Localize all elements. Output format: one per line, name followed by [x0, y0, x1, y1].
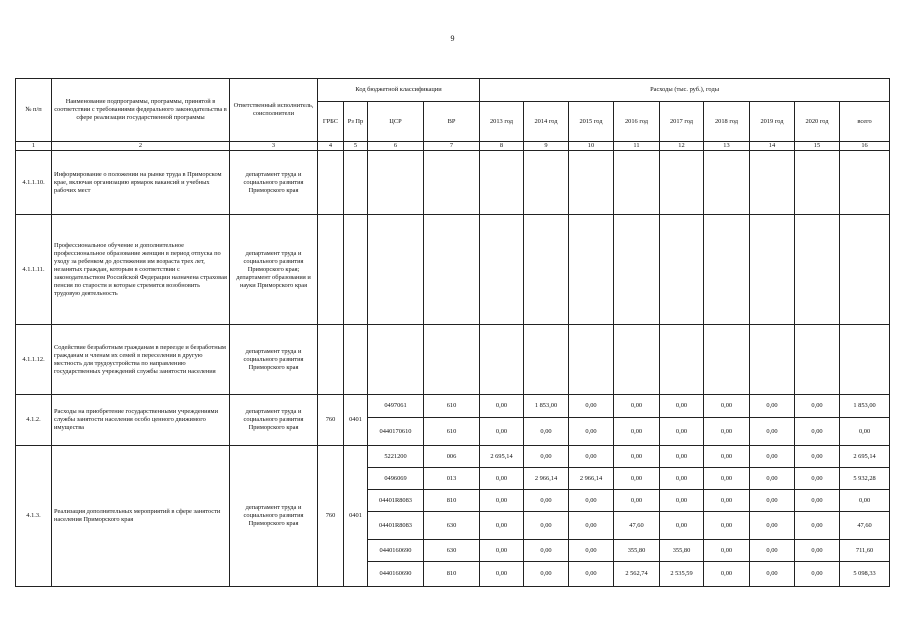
value-cell: 0,00	[795, 562, 840, 587]
row-name: Содействие безработным гражданам в переезде и безработным гражданам и членам их семей в переселении в другую местность для трудоустройства по направлению государственных учреждений службы занятости населения	[52, 325, 230, 395]
value-cell: 0,00	[569, 446, 614, 468]
value-cell: 0,00	[480, 512, 524, 540]
value-cell: 0,00	[569, 562, 614, 587]
value-cell: 0,00	[750, 468, 795, 490]
row-vr: 630	[424, 540, 480, 562]
value-cell: 0,00	[614, 446, 660, 468]
value-cell: 0,00	[795, 446, 840, 468]
row-vr: 610	[424, 418, 480, 446]
value-cell: 0,00	[524, 446, 569, 468]
value-cell: 0,00	[750, 446, 795, 468]
header-year: 2020 год	[795, 102, 840, 142]
header-csr: ЦСР	[368, 102, 424, 142]
value-cell: 0,00	[660, 418, 704, 446]
value-cell: 0,00	[660, 512, 704, 540]
table-row	[16, 325, 890, 395]
column-number: 14	[750, 142, 795, 151]
value-cell: 0,00	[795, 490, 840, 512]
row-csr: 0497061	[368, 395, 424, 418]
value-cell: 0,00	[569, 540, 614, 562]
row-csr: 0496069	[368, 468, 424, 490]
value-cell: 0,00	[795, 395, 840, 418]
row-name: Профессиональное обучение и дополнительное профессиональное образование женщин в период отпуска по уходу за ребенком до достижения им возраста трех лет, незанятых граждан, которым в соответствии с законодательством Российской Федерации назначена страховая пенсия по старости и которые стремятся возобновить трудовую деятельность	[52, 215, 230, 325]
value-cell: 0,00	[480, 562, 524, 587]
row-name: Реализация дополнительных мероприятий в сфере занятости населения Приморского края	[52, 446, 230, 587]
header-budget-code: Код бюджетной классификации	[318, 79, 480, 102]
value-cell: 2 535,59	[660, 562, 704, 587]
column-number: 12	[660, 142, 704, 151]
table-row	[16, 446, 890, 468]
table-row	[16, 151, 890, 215]
value-cell: 0,00	[704, 540, 750, 562]
column-number: 6	[368, 142, 424, 151]
row-name: Информирование о положении на рынке труда в Приморском крае, включая организацию ярмарок вакансий и учебных рабочих мест	[52, 151, 230, 215]
column-number: 13	[704, 142, 750, 151]
header-name: Наименование подпрограммы, программы, принятой в соответствии с требованиями федерального законодательства в сфере реализации государственной программы	[52, 79, 230, 142]
header-responsible: Ответственный исполнитель, соисполнители	[230, 79, 318, 142]
column-number: 1	[16, 142, 52, 151]
value-cell: 355,80	[660, 540, 704, 562]
header-grbs: ГРБС	[318, 102, 344, 142]
value-cell: 0,00	[524, 512, 569, 540]
value-cell: 0,00	[569, 395, 614, 418]
total-cell: 711,60	[840, 540, 890, 562]
row-vr: 610	[424, 395, 480, 418]
value-cell: 0,00	[524, 490, 569, 512]
row-number: 4.1.3.	[16, 446, 52, 587]
row-number: 4.1.1.12.	[16, 325, 52, 395]
value-cell: 0,00	[750, 512, 795, 540]
value-cell: 0,00	[524, 540, 569, 562]
value-cell: 0,00	[750, 540, 795, 562]
row-vr: 810	[424, 562, 480, 587]
value-cell: 2 562,74	[614, 562, 660, 587]
value-cell: 0,00	[569, 418, 614, 446]
total-cell: 0,00	[840, 418, 890, 446]
column-number: 10	[569, 142, 614, 151]
value-cell: 0,00	[660, 468, 704, 490]
row-csr: 04401R8083	[368, 490, 424, 512]
row-csr: 5221200	[368, 446, 424, 468]
header-year: 2018 год	[704, 102, 750, 142]
row-csr: 04401R8083	[368, 512, 424, 540]
value-cell: 2 966,14	[524, 468, 569, 490]
column-number: 9	[524, 142, 569, 151]
value-cell: 0,00	[795, 512, 840, 540]
row-number: 4.1.2.	[16, 395, 52, 446]
value-cell: 2 966,14	[569, 468, 614, 490]
value-cell: 1 853,00	[524, 395, 569, 418]
header-year: 2013 год	[480, 102, 524, 142]
value-cell: 0,00	[569, 490, 614, 512]
row-vr: 630	[424, 512, 480, 540]
value-cell: 0,00	[704, 446, 750, 468]
row-responsible: департамент труда и социального развития Приморского края	[230, 395, 318, 446]
row-rzpr: 0401	[344, 446, 368, 587]
value-cell: 47,60	[614, 512, 660, 540]
row-number: 4.1.1.10.	[16, 151, 52, 215]
total-cell: 1 853,00	[840, 395, 890, 418]
total-cell: 47,60	[840, 512, 890, 540]
row-grbs: 760	[318, 395, 344, 446]
column-number: 2	[52, 142, 230, 151]
value-cell: 0,00	[660, 490, 704, 512]
header-vr: ВР	[424, 102, 480, 142]
header-year: 2015 год	[569, 102, 614, 142]
value-cell: 0,00	[524, 562, 569, 587]
row-responsible: департамент труда и социального развития Приморского края	[230, 151, 318, 215]
value-cell: 0,00	[750, 490, 795, 512]
value-cell: 0,00	[704, 512, 750, 540]
value-cell: 0,00	[704, 468, 750, 490]
total-cell: 5 098,33	[840, 562, 890, 587]
row-responsible: департамент труда и социального развития Приморского края	[230, 446, 318, 587]
total-cell: 5 932,28	[840, 468, 890, 490]
total-cell: 2 695,14	[840, 446, 890, 468]
row-responsible: департамент труда и социального развития Приморского края	[230, 325, 318, 395]
row-name: Расходы на приобретение государственными учреждениями службы занятости населения особо ценного движимого имущества	[52, 395, 230, 446]
value-cell: 0,00	[480, 468, 524, 490]
column-number: 15	[795, 142, 840, 151]
value-cell: 0,00	[480, 490, 524, 512]
value-cell: 0,00	[524, 418, 569, 446]
value-cell: 0,00	[480, 395, 524, 418]
value-cell: 0,00	[795, 540, 840, 562]
page-number: 9	[450, 34, 455, 43]
value-cell: 0,00	[795, 418, 840, 446]
value-cell: 0,00	[614, 468, 660, 490]
value-cell: 2 695,14	[480, 446, 524, 468]
column-number: 16	[840, 142, 890, 151]
row-csr: 0440160690	[368, 540, 424, 562]
value-cell: 0,00	[750, 562, 795, 587]
value-cell: 355,80	[614, 540, 660, 562]
table-row	[16, 395, 890, 418]
column-number: 11	[614, 142, 660, 151]
header-year: 2016 год	[614, 102, 660, 142]
header-num: № п/п	[16, 79, 52, 142]
row-rzpr: 0401	[344, 395, 368, 446]
header-year: 2014 год	[524, 102, 569, 142]
row-number: 4.1.1.11.	[16, 215, 52, 325]
budget-table	[15, 78, 890, 587]
table-row	[16, 215, 890, 325]
value-cell: 0,00	[614, 395, 660, 418]
header-rzpr: Рз Пр	[344, 102, 368, 142]
value-cell: 0,00	[704, 562, 750, 587]
value-cell: 0,00	[660, 395, 704, 418]
value-cell: 0,00	[704, 418, 750, 446]
row-grbs: 760	[318, 446, 344, 587]
header-total: всего	[840, 102, 890, 142]
value-cell: 0,00	[704, 490, 750, 512]
value-cell: 0,00	[660, 446, 704, 468]
row-vr: 006	[424, 446, 480, 468]
total-cell: 0,00	[840, 490, 890, 512]
row-vr: 013	[424, 468, 480, 490]
value-cell: 0,00	[614, 418, 660, 446]
row-vr: 810	[424, 490, 480, 512]
value-cell: 0,00	[569, 512, 614, 540]
header-year: 2019 год	[750, 102, 795, 142]
value-cell: 0,00	[750, 418, 795, 446]
header-year: 2017 год	[660, 102, 704, 142]
value-cell: 0,00	[750, 395, 795, 418]
column-number: 8	[480, 142, 524, 151]
value-cell: 0,00	[480, 540, 524, 562]
value-cell: 0,00	[795, 468, 840, 490]
header-expenses: Расходы (тыс. руб.), годы	[480, 79, 890, 102]
row-csr: 0440170610	[368, 418, 424, 446]
value-cell: 0,00	[614, 490, 660, 512]
row-responsible: департамент труда и социального развития Приморского края; департамент образования и науки Приморского края	[230, 215, 318, 325]
value-cell: 0,00	[704, 395, 750, 418]
column-number: 5	[344, 142, 368, 151]
value-cell: 0,00	[480, 418, 524, 446]
column-number: 3	[230, 142, 318, 151]
column-number: 7	[424, 142, 480, 151]
row-csr: 0440160690	[368, 562, 424, 587]
column-number: 4	[318, 142, 344, 151]
